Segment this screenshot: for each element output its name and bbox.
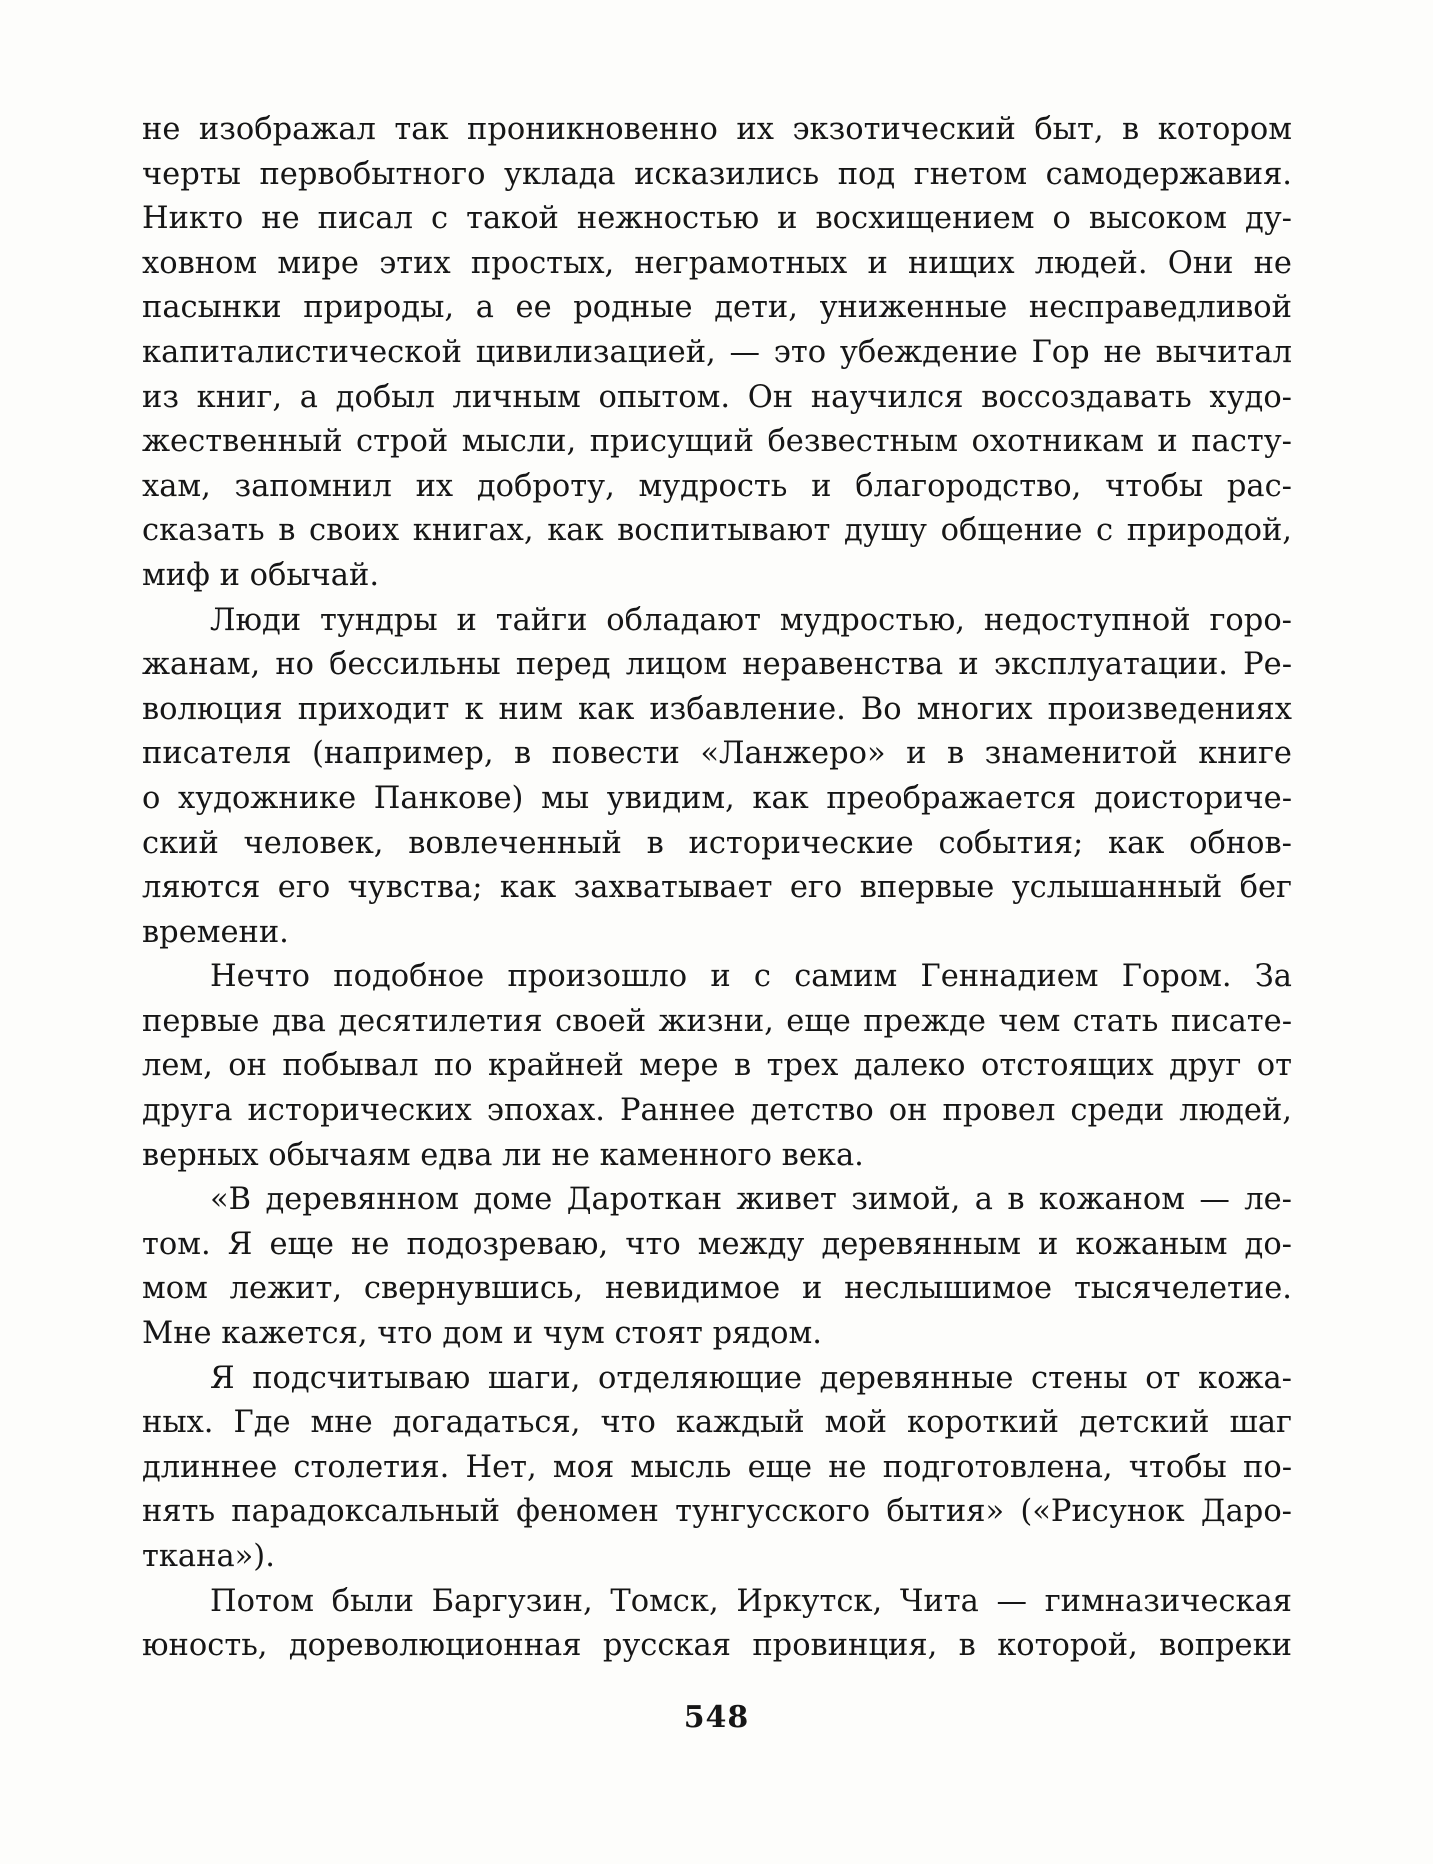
page-number: 548 bbox=[683, 1700, 750, 1735]
text-line: волюция приходит к ним как избавление. Во многих произведениях bbox=[142, 691, 1292, 727]
text-line: писателя (например, в повести «Ланжеро» и в знаменитой книге bbox=[142, 736, 1292, 772]
text-line: не изображал так проникновенно их экзотический быт, в котором bbox=[142, 112, 1292, 147]
text-line: друга исторических эпохах. Раннее детство он провел среди людей, bbox=[142, 1093, 1292, 1129]
text-line: юность, дореволюционная русская провинция, в которой, вопреки bbox=[142, 1628, 1292, 1664]
text-line: ховном мире этих простых, неграмотных и нищих людей. Они не bbox=[142, 245, 1292, 281]
text-line: ных. Где мне догадаться, что каждый мой короткий детский шаг bbox=[142, 1405, 1292, 1441]
text-line: верных обычаям едва ли не каменного века. bbox=[142, 1137, 864, 1173]
text-line: нять парадоксальный феномен тунгусского бытия» («Рисунок Даро- bbox=[142, 1494, 1292, 1530]
text-line: лем, он побывал по крайней мере в трех далеко отстоящих друг от bbox=[142, 1048, 1292, 1084]
text-line: ский человек, вовлеченный в исторические события; как обнов- bbox=[142, 825, 1292, 861]
text-line: Никто не писал с такой нежностью и восхищением о высоком ду- bbox=[142, 201, 1292, 237]
text-line: черты первобытного уклада исказились под гнетом самодержавия. bbox=[142, 156, 1292, 192]
text-line: том. Я еще не подозреваю, что между деревянным и кожаным до- bbox=[142, 1226, 1292, 1262]
text-line: капиталистической цивилизацией, — это убеждение Гор не вычитал bbox=[142, 334, 1292, 370]
text-line: из книг, а добыл личным опытом. Он научился воссоздавать худо- bbox=[142, 379, 1292, 415]
text-line: первые два десятилетия своей жизни, еще прежде чем стать писате- bbox=[142, 1003, 1292, 1039]
text-line: пасынки природы, а ее родные дети, униженные несправедливой bbox=[142, 290, 1292, 326]
text-line: ляются его чувства; как захватывает его впервые услышанный бег bbox=[142, 870, 1292, 906]
text-line: жанам, но бессильны перед лицом неравенства и эксплуатации. Ре- bbox=[142, 647, 1292, 683]
text-line: длиннее столетия. Нет, моя мысль еще не подготовлена, чтобы по- bbox=[142, 1449, 1292, 1485]
text-line: сказать в своих книгах, как воспитывают душу общение с природой, bbox=[142, 513, 1292, 549]
text-line: мом лежит, свернувшись, невидимое и неслышимое тысячелетие. bbox=[142, 1271, 1292, 1307]
text-line: Потом были Баргузин, Томск, Иркутск, Чита — гимназическая bbox=[210, 1583, 1292, 1619]
text-line: Нечто подобное произошло и с самим Геннадием Гором. За bbox=[210, 959, 1292, 995]
text-line: Мне кажется, что дом и чум стоят рядом. bbox=[142, 1316, 822, 1352]
text-line: ткана»). bbox=[142, 1539, 275, 1574]
text-line: миф и обычай. bbox=[142, 557, 380, 593]
body-text bbox=[142, 108, 1292, 1669]
text-line: «В деревянном доме Дароткан живет зимой, а в кожаном — ле- bbox=[210, 1182, 1292, 1218]
text-line: о художнике Панкове) мы увидим, как преображается доисториче- bbox=[142, 780, 1292, 816]
text-line: жественный строй мысли, присущий безвестным охотникам и пасту- bbox=[142, 424, 1292, 460]
text-line: Люди тундры и тайги обладают мудростью, недоступной горо- bbox=[210, 602, 1292, 638]
text-line: времени. bbox=[142, 914, 289, 950]
text-line: хам, запомнил их доброту, мудрость и благородство, чтобы рас- bbox=[142, 468, 1292, 504]
text-line: Я подсчитываю шаги, отделяющие деревянные стены от кожа- bbox=[210, 1360, 1292, 1396]
